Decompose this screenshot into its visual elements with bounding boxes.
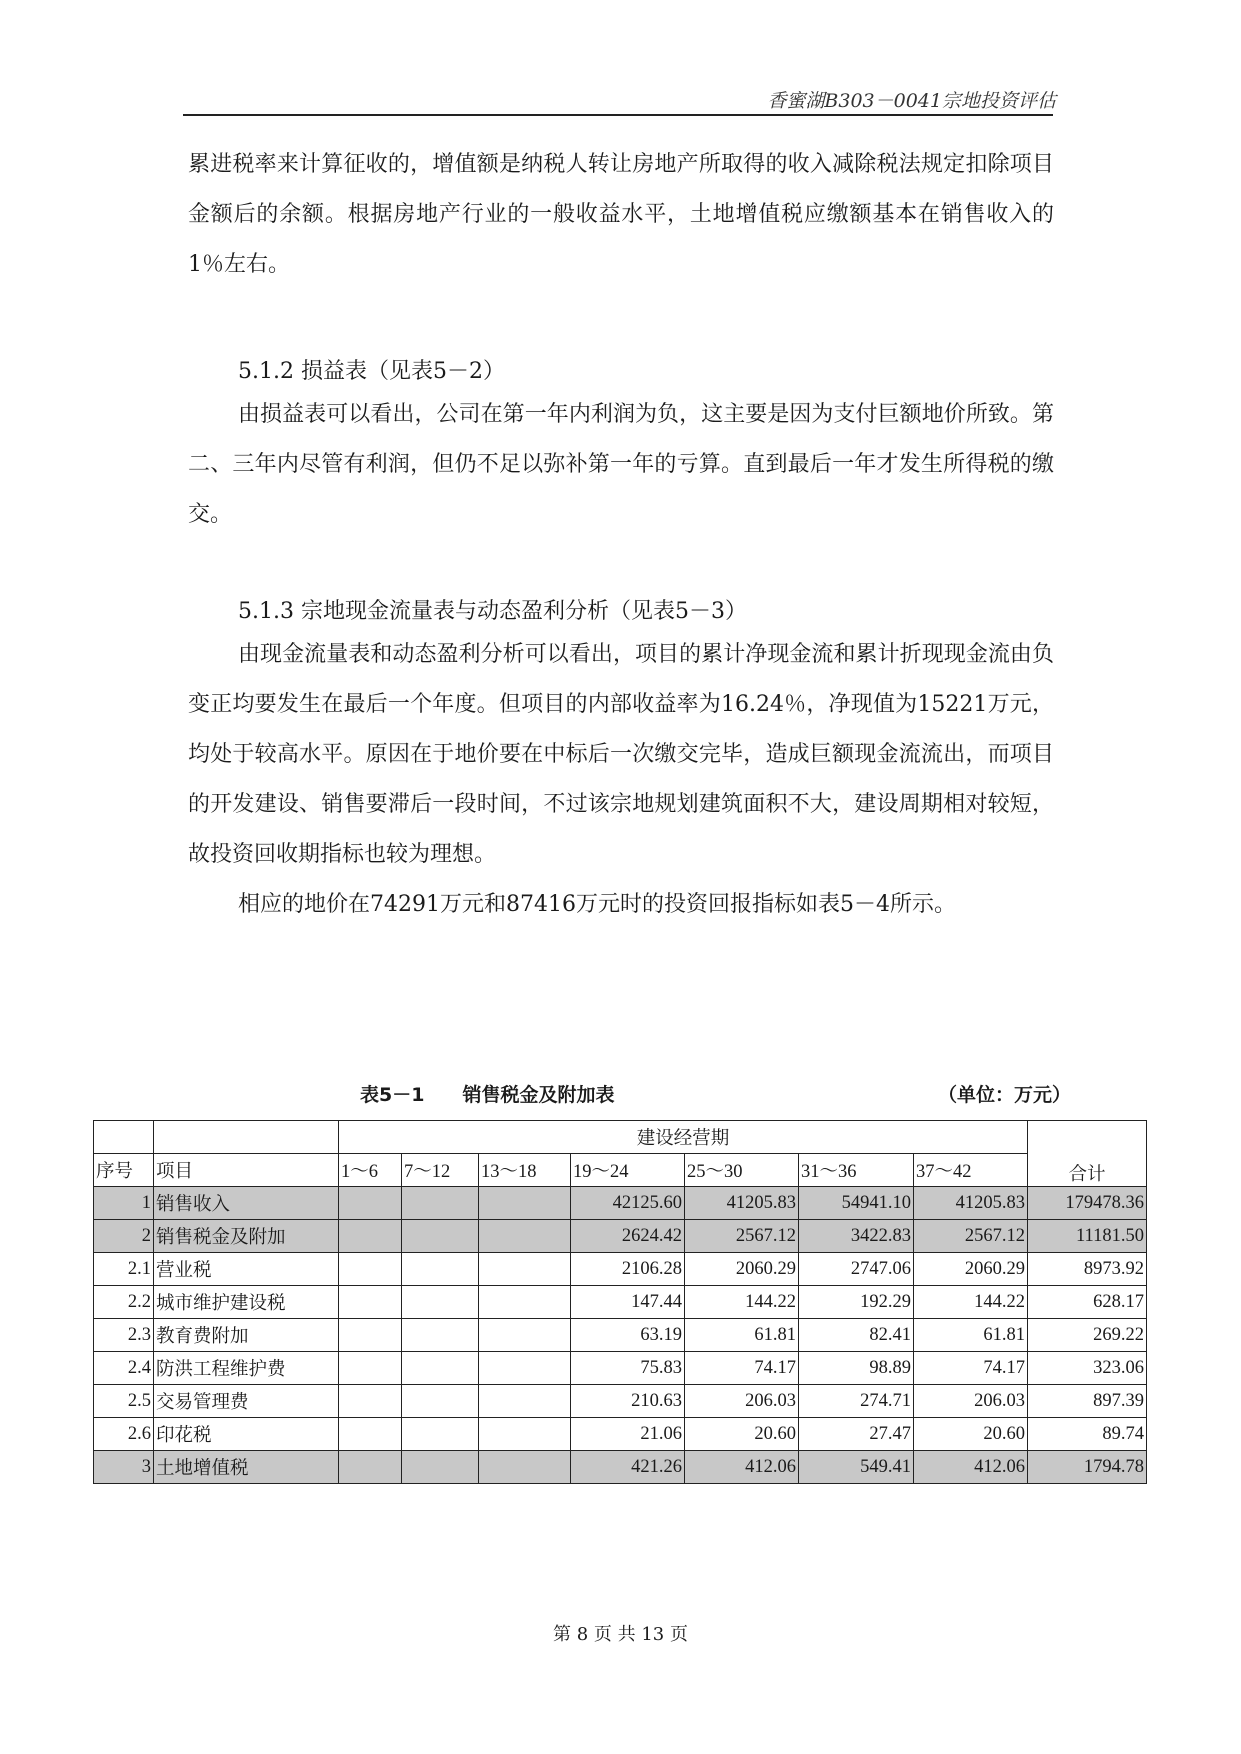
header-total: 合计 [1028, 1121, 1147, 1187]
row-value: 41205.83 [685, 1187, 799, 1220]
row-total: 11181.50 [1028, 1220, 1147, 1253]
row-value [479, 1418, 571, 1451]
row-value: 27.47 [799, 1418, 914, 1451]
row-value [479, 1253, 571, 1286]
row-index: 2.2 [94, 1286, 154, 1319]
header-empty-item [154, 1121, 339, 1154]
row-value: 61.81 [685, 1319, 799, 1352]
row-total: 628.17 [1028, 1286, 1147, 1319]
row-value [402, 1286, 479, 1319]
row-total: 897.39 [1028, 1385, 1147, 1418]
row-value: 274.71 [799, 1385, 914, 1418]
row-index: 1 [94, 1187, 154, 1220]
row-item: 销售收入 [154, 1187, 339, 1220]
row-value: 549.41 [799, 1451, 914, 1484]
row-value: 21.06 [571, 1418, 685, 1451]
header-period: 1～6 [339, 1154, 402, 1187]
row-value: 2747.06 [799, 1253, 914, 1286]
header-divider [183, 114, 1053, 116]
header-period: 25～30 [685, 1154, 799, 1187]
table-unit: （单位：万元） [938, 1084, 1072, 1106]
paragraph-land-price: 相应的地价在74291万元和87416万元时的投资回报指标如表5－4所示。 [238, 892, 956, 917]
row-value [402, 1385, 479, 1418]
row-value [339, 1352, 402, 1385]
row-total: 323.06 [1028, 1352, 1147, 1385]
row-index: 2 [94, 1220, 154, 1253]
row-total: 8973.92 [1028, 1253, 1147, 1286]
row-value [402, 1418, 479, 1451]
table-row [94, 1220, 1147, 1253]
row-value: 421.26 [571, 1451, 685, 1484]
table-row [94, 1253, 1147, 1286]
table-header-row [94, 1154, 1147, 1187]
row-value: 206.03 [914, 1385, 1028, 1418]
row-item: 教育费附加 [154, 1319, 339, 1352]
row-value: 63.19 [571, 1319, 685, 1352]
row-value [479, 1352, 571, 1385]
row-value: 74.17 [914, 1352, 1028, 1385]
header-period: 37～42 [914, 1154, 1028, 1187]
row-value: 41205.83 [914, 1187, 1028, 1220]
row-value: 412.06 [914, 1451, 1028, 1484]
row-value [339, 1418, 402, 1451]
row-value [339, 1220, 402, 1253]
row-value [402, 1253, 479, 1286]
row-value [339, 1286, 402, 1319]
row-item: 城市维护建设税 [154, 1286, 339, 1319]
row-value: 3422.83 [799, 1220, 914, 1253]
row-item: 印花税 [154, 1418, 339, 1451]
row-index: 2.5 [94, 1385, 154, 1418]
row-index: 2.6 [94, 1418, 154, 1451]
table-row [94, 1286, 1147, 1319]
row-index: 2.1 [94, 1253, 154, 1286]
row-value: 74.17 [685, 1352, 799, 1385]
row-value: 82.41 [799, 1319, 914, 1352]
row-value: 144.22 [685, 1286, 799, 1319]
row-value: 147.44 [571, 1286, 685, 1319]
header-period: 31～36 [799, 1154, 914, 1187]
row-total: 179478.36 [1028, 1187, 1147, 1220]
table-row [94, 1385, 1147, 1418]
table-caption: 表5－1 销售税金及附加表 [360, 1084, 615, 1106]
table-row [94, 1451, 1147, 1484]
heading-5-1-2: 5.1.2 损益表（见表5－2） [238, 359, 505, 384]
row-value: 2624.42 [571, 1220, 685, 1253]
table-row [94, 1352, 1147, 1385]
paragraph-cash-flow: 由现金流量表和动态盈利分析可以看出，项目的累计净现金流和累计折现现金流由负变正均要发生在最后一个年度。但项目的内部收益率为16.24％，净现值为15221万元，均处于较高水平。原因在于地价要在中标后一次缴交完毕，造成巨额现金流流出，而项目的开发建设、销售要滞后一段时间，不过该宗地规划建筑面积不大，建设周期相对较短，故投资回收期指标也较为理想。 [188, 642, 1054, 867]
row-index: 3 [94, 1451, 154, 1484]
row-value [339, 1253, 402, 1286]
row-value: 98.89 [799, 1352, 914, 1385]
page-number: 第 8 页 共 13 页 [553, 1624, 688, 1645]
row-value: 2060.29 [685, 1253, 799, 1286]
row-value [339, 1187, 402, 1220]
row-value: 61.81 [914, 1319, 1028, 1352]
row-value [339, 1385, 402, 1418]
row-value: 2567.12 [685, 1220, 799, 1253]
sales-tax-table [93, 1120, 1147, 1484]
paragraph-land-vat: 累进税率来计算征收的，增值额是纳税人转让房地产所取得的收入减除税法规定扣除项目金额后的余额。根据房地产行业的一般收益水平，土地增值税应缴额基本在销售收入的1％左右。 [188, 152, 1054, 277]
row-value [402, 1319, 479, 1352]
row-item: 土地增值税 [154, 1451, 339, 1484]
row-value [479, 1319, 571, 1352]
paragraph-income-statement: 由损益表可以看出，公司在第一年内利润为负，这主要是因为支付巨额地价所致。第二、三年内尽管有利润，但仍不足以弥补第一年的亏算。直到最后一年才发生所得税的缴交。 [188, 402, 1054, 527]
row-index: 2.3 [94, 1319, 154, 1352]
document-header-title: 香蜜湖B303－0041宗地投资评估 [767, 90, 1056, 112]
row-value: 192.29 [799, 1286, 914, 1319]
row-index: 2.4 [94, 1352, 154, 1385]
row-value: 20.60 [685, 1418, 799, 1451]
table-row [94, 1319, 1147, 1352]
row-value [402, 1220, 479, 1253]
row-value [479, 1385, 571, 1418]
row-item: 营业税 [154, 1253, 339, 1286]
row-total: 1794.78 [1028, 1451, 1147, 1484]
header-period: 13～18 [479, 1154, 571, 1187]
row-value [479, 1187, 571, 1220]
row-total: 89.74 [1028, 1418, 1147, 1451]
row-value [402, 1352, 479, 1385]
row-item: 防洪工程维护费 [154, 1352, 339, 1385]
row-value [339, 1451, 402, 1484]
row-value: 20.60 [914, 1418, 1028, 1451]
header-index: 序号 [94, 1154, 154, 1187]
row-value: 54941.10 [799, 1187, 914, 1220]
table-row [94, 1187, 1147, 1220]
row-value [479, 1220, 571, 1253]
table-header-row-group [94, 1121, 1147, 1154]
row-item: 交易管理费 [154, 1385, 339, 1418]
row-value: 2567.12 [914, 1220, 1028, 1253]
row-value [339, 1319, 402, 1352]
row-item: 销售税金及附加 [154, 1220, 339, 1253]
row-value [479, 1286, 571, 1319]
row-value [402, 1187, 479, 1220]
heading-5-1-3: 5.1.3 宗地现金流量表与动态盈利分析（见表5－3） [238, 599, 747, 624]
header-empty-index [94, 1121, 154, 1154]
row-total: 269.22 [1028, 1319, 1147, 1352]
row-value: 210.63 [571, 1385, 685, 1418]
row-value: 412.06 [685, 1451, 799, 1484]
row-value: 144.22 [914, 1286, 1028, 1319]
table-row [94, 1418, 1147, 1451]
header-period: 19～24 [571, 1154, 685, 1187]
row-value: 42125.60 [571, 1187, 685, 1220]
header-period: 7～12 [402, 1154, 479, 1187]
row-value: 206.03 [685, 1385, 799, 1418]
header-period-group: 建设经营期 [339, 1121, 1028, 1154]
row-value [479, 1451, 571, 1484]
row-value: 2106.28 [571, 1253, 685, 1286]
row-value: 75.83 [571, 1352, 685, 1385]
header-item: 项目 [154, 1154, 339, 1187]
row-value [402, 1451, 479, 1484]
row-value: 2060.29 [914, 1253, 1028, 1286]
